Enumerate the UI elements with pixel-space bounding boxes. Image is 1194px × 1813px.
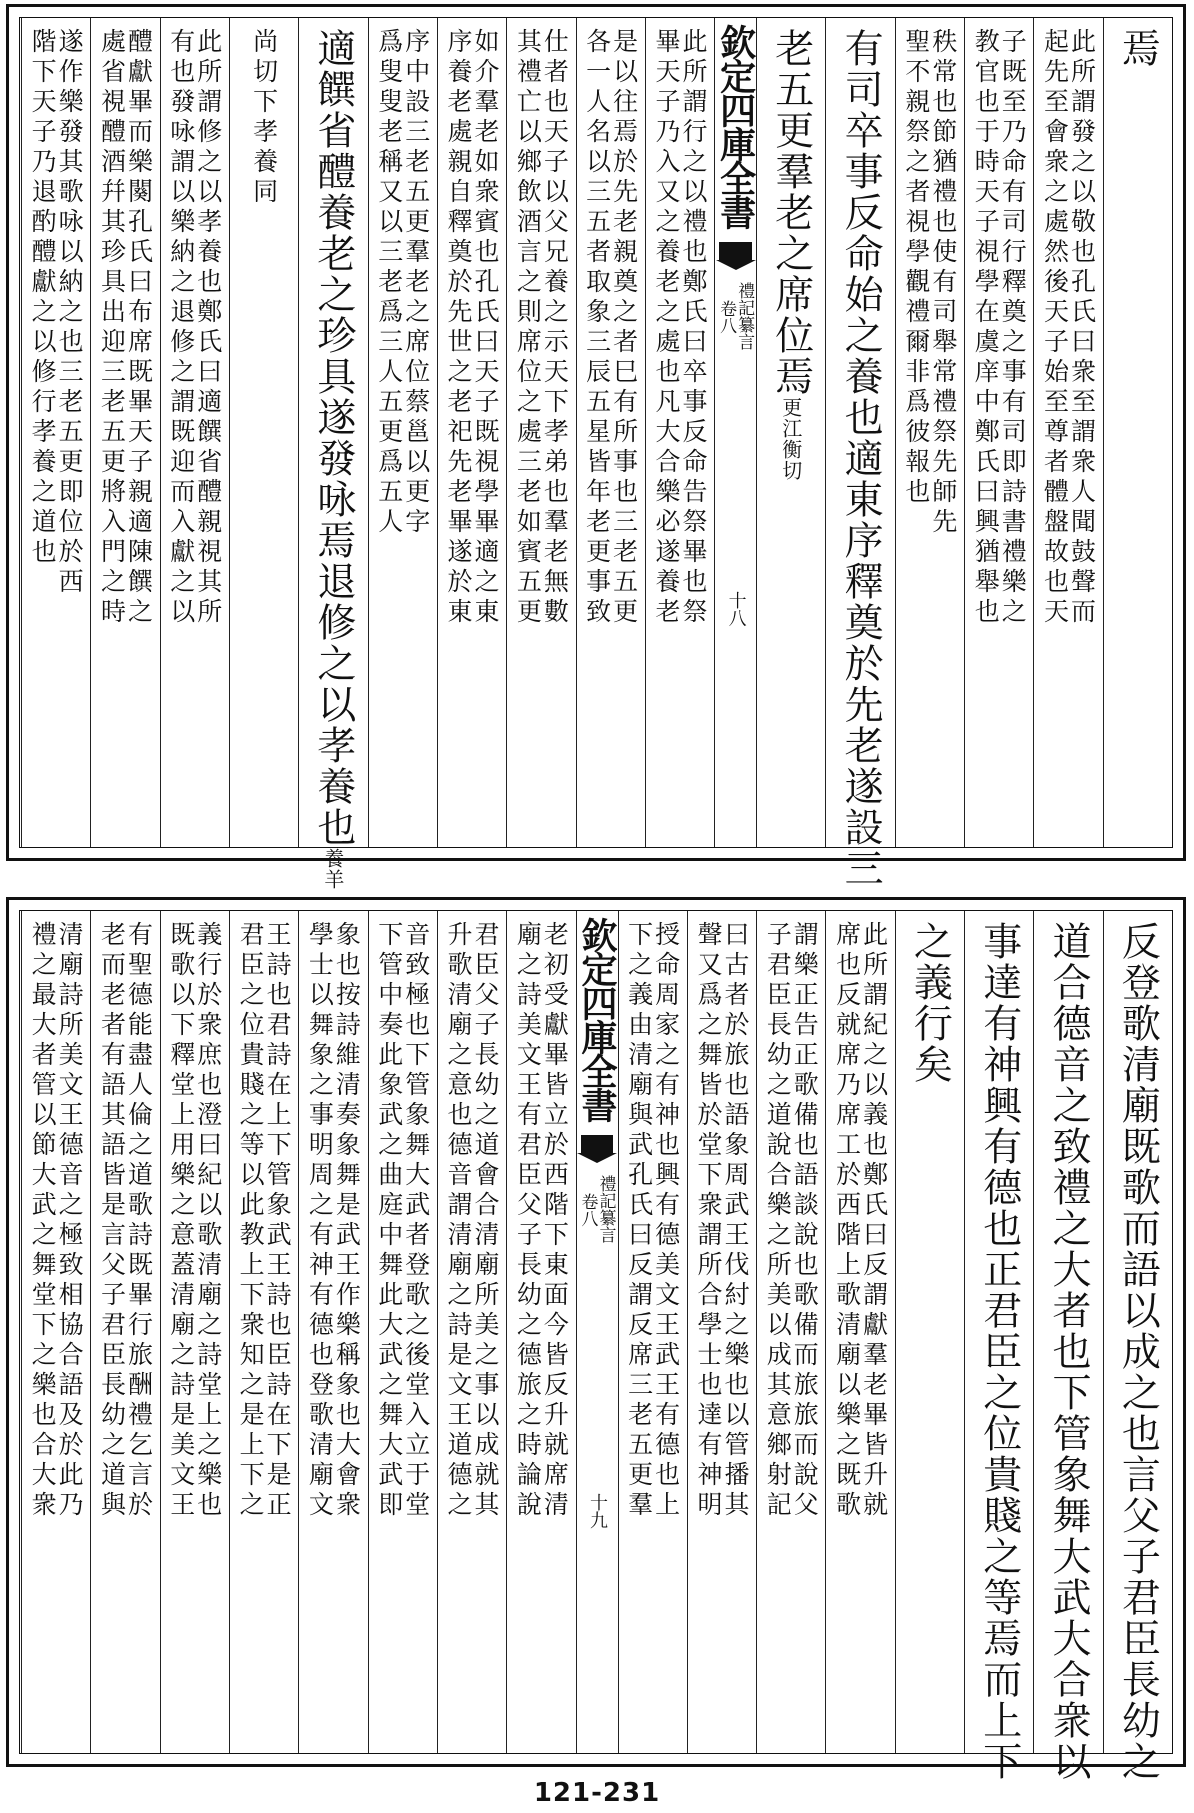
folio-number: 十九	[587, 1493, 608, 1529]
main-text: 之義行矣	[907, 921, 953, 1085]
main-text: 道合德音之致禮之大者也下管象舞大武大合衆以	[1046, 921, 1092, 1782]
book-title: 欽定四庫全書	[576, 917, 618, 1121]
center-fold-column	[714, 18, 756, 847]
commentary-line: 下管中奏此象武之曲庭中舞此大武之舞大武即	[374, 921, 404, 1521]
note-text: 尚切下孝養同	[249, 28, 279, 208]
commentary-line: 升歌清廟之意也德音謂清廟之詩是文王道德之	[444, 921, 474, 1521]
commentary-column	[437, 911, 506, 1753]
main-text: 適饌省醴養老之珍具遂發咏焉退修之以孝養也	[310, 28, 356, 848]
pronunciation-note: 更江衡切	[778, 397, 803, 481]
main-text: 事達有神興有德也正君臣之位貴賤之等焉而上下	[976, 921, 1022, 1782]
commentary-column	[1033, 18, 1102, 847]
commentary-line: 教官也于時天子視學在虞庠中鄭氏曰興猶舉也	[971, 28, 1001, 628]
commentary-line: 聲又爲之舞皆於堂下衆謂所合學士也達有神明	[693, 921, 723, 1521]
book-title: 欽定四庫全書	[714, 24, 757, 228]
bottom-page-inner-border	[19, 910, 1173, 1782]
commentary-line: 謂樂正告正歌備也語談說也歌備而旅旅而說父	[790, 921, 820, 1521]
commentary-line: 其禮亡以鄉飲酒言之則席位之處三老如賓五更	[513, 28, 543, 628]
commentary-column	[618, 911, 687, 1753]
pronunciation-note: 養羊	[320, 848, 345, 890]
commentary-line: 是以往焉於先老親奠之者巳有所事也三老五更	[609, 28, 639, 628]
commentary-line: 義行於衆庶也澄曰紀以歌清廟之詩堂上之樂也	[193, 921, 223, 1521]
commentary-line: 席也反就席乃席工於西階上歌清廟以樂之既歌	[832, 921, 862, 1521]
commentary-line: 起先至會衆之處然後天子始至尊者體盤故也天	[1040, 28, 1070, 628]
commentary-column	[825, 911, 894, 1753]
top-page-frame	[6, 4, 1186, 890]
bottom-page-frame	[6, 897, 1186, 1782]
main-text: 反登歌清廟既歌而語以成之也言父子君臣長幼之	[1115, 921, 1161, 1782]
commentary-column	[576, 18, 645, 847]
commentary-column	[506, 911, 575, 1753]
main-text-column	[298, 18, 367, 890]
commentary-column	[964, 18, 1033, 847]
commentary-line: 既歌以下釋堂上用樂之意蓋清廟之詩是美文王	[166, 921, 196, 1521]
main-text: 老五更羣老之席位焉	[768, 28, 814, 397]
main-text: 焉	[1115, 28, 1161, 69]
commentary-column	[21, 911, 90, 1753]
commentary-line: 序中設三老五更羣老之席位蔡邕以更字	[401, 28, 431, 538]
commentary-line: 醴獻畢而樂闋孔氏曰布席既畢天子親適陳饌之	[124, 28, 154, 628]
commentary-line: 處省視醴酒幷其珍具出迎三老五更將入門之時	[97, 28, 127, 628]
commentary-line: 畢天子乃入又之養老之處也凡大合樂必遂養老	[651, 28, 681, 628]
commentary-column	[437, 18, 506, 847]
commentary-line: 授命周家之有神也興有德美文王武王有德也上	[651, 921, 681, 1521]
commentary-line: 爲叟叟老稱又以三老爲三人五更爲五人	[374, 28, 404, 538]
commentary-line: 君臣父子長幼之道會合清廟所美之事以成就其	[471, 921, 501, 1521]
commentary-line: 象也按詩維清奏象舞是武王作樂稱象也大會衆	[332, 921, 362, 1521]
commentary-column	[645, 18, 714, 847]
commentary-line: 廟之詩美文王有君臣父子長幼之德旅之時論說	[513, 921, 543, 1521]
commentary-line: 仕者也天子以父兄養之示天下孝弟也羣老無數	[540, 28, 570, 628]
top-page-inner-border	[19, 17, 1173, 890]
folio-number: 十八	[725, 591, 747, 627]
main-text-column	[964, 911, 1033, 1782]
commentary-column	[229, 911, 298, 1753]
commentary-line: 老而老者有語其語皆是言父子君臣長幼之道與	[97, 921, 127, 1521]
commentary-line: 子君臣長幼之道說合樂之所美以成其意鄉射記	[763, 921, 793, 1521]
commentary-line: 老初受獻畢皆立於西階下東面今皆反升就席清	[540, 921, 570, 1521]
commentary-line: 序養老處親自釋奠於先世之老祀先老畢遂於東	[444, 28, 474, 628]
main-text-column	[1103, 18, 1172, 847]
main-text-column	[1103, 911, 1172, 1782]
commentary-line: 聖不親祭之者視學觀禮爾非爲彼報也	[901, 28, 931, 508]
commentary-column	[160, 18, 229, 847]
commentary-line: 此所謂紀之以義也鄭氏曰反謂獻羣老畢皆升就	[859, 921, 889, 1521]
bottom-page-columns	[20, 911, 1172, 1782]
main-text-column	[895, 911, 964, 1753]
commentary-line: 清廟詩所美文王德音之極致相協合語及於此乃	[55, 921, 85, 1521]
main-text-column	[825, 18, 894, 889]
commentary-line: 子既至乃命有司行釋奠之事有司即詩書禮樂之	[998, 28, 1028, 628]
juan-number: 卷八	[577, 1193, 598, 1227]
commentary-column	[687, 911, 756, 1753]
book-name: 禮記纂言	[595, 1175, 616, 1243]
commentary-column	[298, 911, 367, 1753]
fishtail-mark-icon	[581, 1135, 614, 1153]
commentary-line: 此所謂行之以禮也鄭氏曰卒事反命告祭畢也祭	[678, 28, 708, 628]
commentary-line: 王詩也君詩在上下管象武王詩也臣詩在下是正	[263, 921, 293, 1521]
main-text: 有司卒事反命始之養也適東序釋奠於先老遂設三	[838, 28, 884, 889]
commentary-line: 有聖德能盡人倫之道歌詩既畢行旅酬禮乞言於	[124, 921, 154, 1521]
commentary-column	[160, 911, 229, 1753]
commentary-line: 曰古者於旅也語象周武王伐紂之樂也以管播其	[720, 921, 750, 1521]
main-text-column	[1033, 911, 1102, 1782]
commentary-line: 有也發咏謂以樂納之退修之謂既迎而入獻之以	[166, 28, 196, 628]
commentary-column	[90, 911, 159, 1753]
commentary-line: 階下天子乃退酌醴獻之以修行孝養之道也	[28, 28, 58, 568]
commentary-line: 此所謂發之以敬也孔氏曰衆至謂衆人聞鼓聲而	[1067, 28, 1097, 628]
commentary-column	[368, 911, 437, 1753]
commentary-line: 學士以舞象之事明周之有神有德也登歌清廟文	[305, 921, 335, 1521]
juan-number: 卷八	[716, 300, 737, 334]
commentary-column	[90, 18, 159, 847]
page-number: 121-231	[533, 1778, 661, 1808]
top-page-columns	[20, 18, 1172, 890]
commentary-line: 君臣之位貴賤之等以此教上下衆知之是上下之	[236, 921, 266, 1521]
commentary-line: 下之義由清廟與武孔氏曰反謂反席三老五更羣	[624, 921, 654, 1521]
commentary-line: 如介羣老如衆賓也孔氏曰天子既視學畢適之東	[471, 28, 501, 628]
commentary-line: 禮之最大者管以節大武之舞堂下之樂也合大衆	[28, 921, 58, 1521]
commentary-line: 秩常也節猶禮也使有司舉常禮祭先師先	[928, 28, 958, 538]
center-fold-column	[576, 911, 618, 1753]
commentary-column	[368, 18, 437, 847]
commentary-column	[506, 18, 575, 847]
commentary-line: 遂作樂發其歌咏以納之也三老五更即位於西	[55, 28, 85, 598]
commentary-column	[756, 911, 825, 1753]
commentary-line: 音致極也下管象舞大武者登歌之後堂入立于堂	[401, 921, 431, 1521]
note-column	[229, 18, 298, 847]
commentary-line: 各一人名以三五者取象三辰五星皆年老更事致	[582, 28, 612, 628]
commentary-column	[21, 18, 90, 847]
commentary-column	[895, 18, 964, 847]
main-text-column	[756, 18, 825, 847]
book-name: 禮記纂言	[734, 282, 755, 350]
commentary-line: 此所謂修之以孝養也鄭氏曰適饌省醴親視其所	[193, 28, 223, 628]
fishtail-mark-icon	[719, 242, 752, 260]
